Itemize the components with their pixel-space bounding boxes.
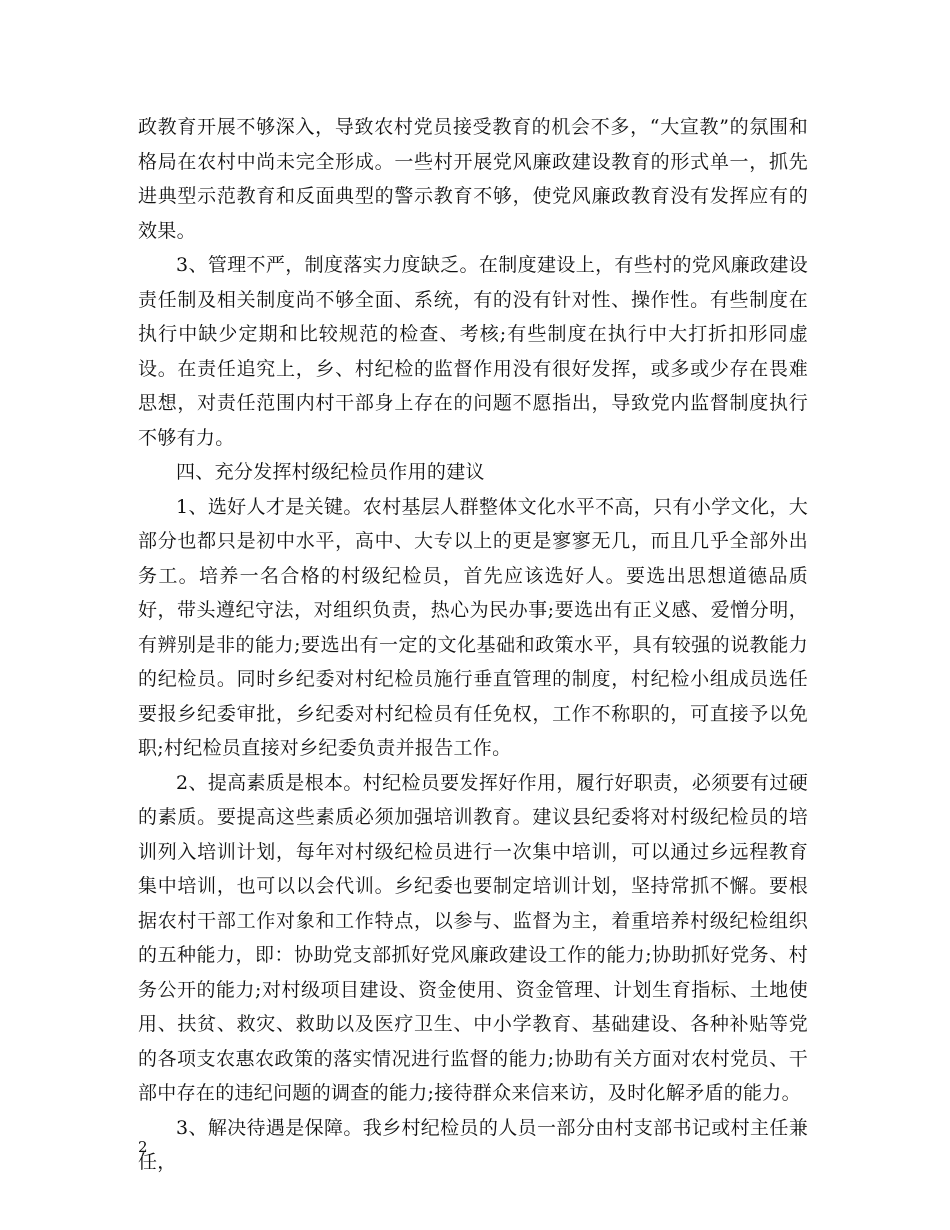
- paragraph-improve-quality: 2、提高素质是根本。村纪检员要发挥好作用，履行好职责，必须要有过硬的素质。要提高这些素质必须加强培训教育。建议县纪委将对村级纪检员的培训列入培训计划，每年对村级纪检员进行一次集中培训，可以通过乡远程教育集中培训，也可以以会代训。乡纪委也要制定培训计划，坚持常抓不懈。要根据农村干部工作对象和工作特点，以参与、监督为主，着重培养村级纪检组织的五种能力，即：协助党支部抓好党风廉政建设工作的能力;协助抓好党务、村务公开的能力;对村级项目建设、资金使用、资金管理、计划生育指标、土地使用、扶贫、救灾、救助以及医疗卫生、中小学教育、基础建设、各种补贴等党的各项支农惠农政策的落实情况进行监督的能力;协助有关方面对农村党员、干部中存在的违纪问题的调查的能力;接待群众来信来访，及时化解矛盾的能力。: [138, 771, 808, 1104]
- paragraph-management-issue: 3、管理不严，制度落实力度缺乏。在制度建设上，有些村的党风廉政建设责任制及相关制度尚不够全面、系统，有的没有针对性、操作性。有些制度在执行中缺少定期和比较规范的检查、考核;有些制度在执行中大打折扣形同虚设。在责任追究上，乡、村纪检的监督作用没有很好发挥，或多或少存在畏难思想，对责任范围内村干部身上存在的问题不愿指出，导致党内监督制度执行不够有力。: [138, 254, 808, 449]
- body-text: [138, 110, 808, 1180]
- page-number: 2: [138, 1138, 148, 1156]
- paragraph-treatment-guarantee: 3、解决待遇是保障。我乡村纪检员的人员一部分由村支部书记或村主任兼任，: [138, 1116, 808, 1173]
- paragraph-continued-intro: 政教育开展不够深入，导致农村党员接受教育的机会不多，“大宣教”的氛围和格局在农村中尚未完全形成。一些村开展党风廉政建设教育的形式单一，抓先进典型示范教育和反面典型的警示教育不够，使党风廉政教育没有发挥应有的效果。: [138, 116, 808, 242]
- section-heading-recommendations: 四、充分发挥村级纪检员作用的建议: [176, 461, 485, 483]
- paragraph-select-talent: 1、选好人才是关键。农村基层人群整体文化水平不高，只有小学文化，大部分也都只是初中水平，高中、大专以上的更是寥寥无几，而且几乎全部外出务工。培养一名合格的村级纪检员，首先应该选好人。要选出思想道德品质好，带头遵纪守法，对组织负责，热心为民办事;要选出有正义感、爱憎分明，有辨别是非的能力;要选出有一定的文化基础和政策水平，具有较强的说教能力的纪检员。同时乡纪委对村纪检员施行垂直管理的制度，村纪检小组成员选任要报乡纪委审批，乡纪委对村纪检员有任免权，工作不称职的，可直接予以免职;村纪检员直接对乡纪委负责并报告工作。: [138, 495, 808, 759]
